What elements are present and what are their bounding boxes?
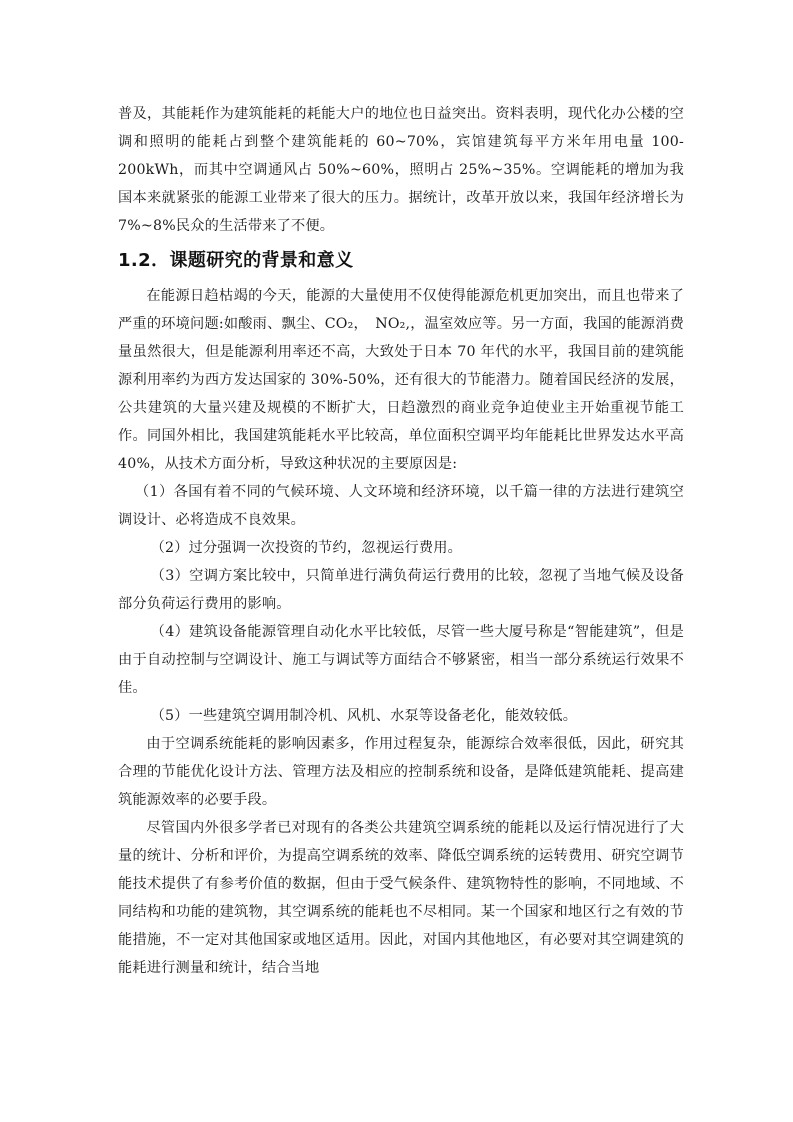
reason-item-1: （1）各国有着不同的气候环境、人文环境和经济环境，以千篇一律的方法进行建筑空调设计、必将造成不良效果。: [118, 484, 684, 528]
research-paragraph: 尽管国内外很多学者已对现有的各类公共建筑空调系统的能耗以及运行情况进行了大量的统计、分析和评价，为提高空调系统的效率、降低空调系统的运转费用、研究空调节能技术提供了有参考价值的数据，但由于受气候条件、建筑物特性的影响，不同地域、不同结构和功能的建筑物，其空调系统的能耗也不尽相同。某一个国家和地区行之有效的节能措施，不一定对其他国家或地区适用。因此，对国内其他地区，有必要对其空调建筑的能耗进行测量和统计，结合当地: [118, 820, 684, 976]
background-paragraph: 在能源日趋枯竭的今天，能源的大量使用不仅使得能源危机更加突出，而且也带来了严重的环境问题:如酸雨、飘尘、CO₂， NO₂,，温室效应等。另一方面，我国的能源消费量虽然很大，但是能源利用率还不高，大致处于日本 70 年代的水平，我国目前的建筑能源利用率约为西方发达国家的 30%-50%，还有很大的节能潜力。随着国民经济的发展，公共建筑的大量兴建及规模的不断扩大，日趋激烈的商业竞争迫使业主开始重视节能工作。同国外相比，我国建筑能耗水平比较高，单位面积空调平均年能耗比世界发达水平高 40%，从技术方面分析，导致这种状况的主要原因是:: [118, 288, 684, 472]
complexity-paragraph: 由于空调系统能耗的影响因素多，作用过程复杂，能源综合效率很低，因此，研究其合理的节能优化设计方法、管理方法及相应的控制系统和设备，是降低建筑能耗、提高建筑能源效率的必要手段。: [118, 736, 684, 808]
reason-item-4: （4）建筑设备能源管理自动化水平比较低，尽管一些大厦号称是“智能建筑”，但是由于自动控制与空调设计、施工与调试等方面结合不够紧密，相当一部分系统运行效果不佳。: [118, 624, 684, 696]
reason-item-3: （3）空调方案比较中，只简单进行满负荷运行费用的比较，忽视了当地气候及设备部分负荷运行费用的影响。: [118, 568, 684, 612]
document-body: [118, 100, 684, 982]
section-heading: 1.2．课题研究的背景和意义: [118, 250, 354, 271]
reason-item-5: （5）一些建筑空调用制冷机、风机、水泵等设备老化，能效较低。: [150, 708, 578, 724]
intro-paragraph: 普及，其能耗作为建筑能耗的耗能大户的地位也日益突出。资料表明，现代化办公楼的空调和照明的能耗占到整个建筑能耗的 60~70%，宾馆建筑每平方米年用电量 100-200kWh，而其中空调通风占 50%~60%，照明占 25%~35%。空调能耗的增加为我国本来就紧张的能源工业带来了很大的压力。据统计，改革开放以来，我国年经济增长为 7%~8%民众的生活带来了不便。: [118, 106, 684, 234]
reason-item-2: （2）过分强调一次投资的节约，忽视运行费用。: [150, 540, 463, 556]
